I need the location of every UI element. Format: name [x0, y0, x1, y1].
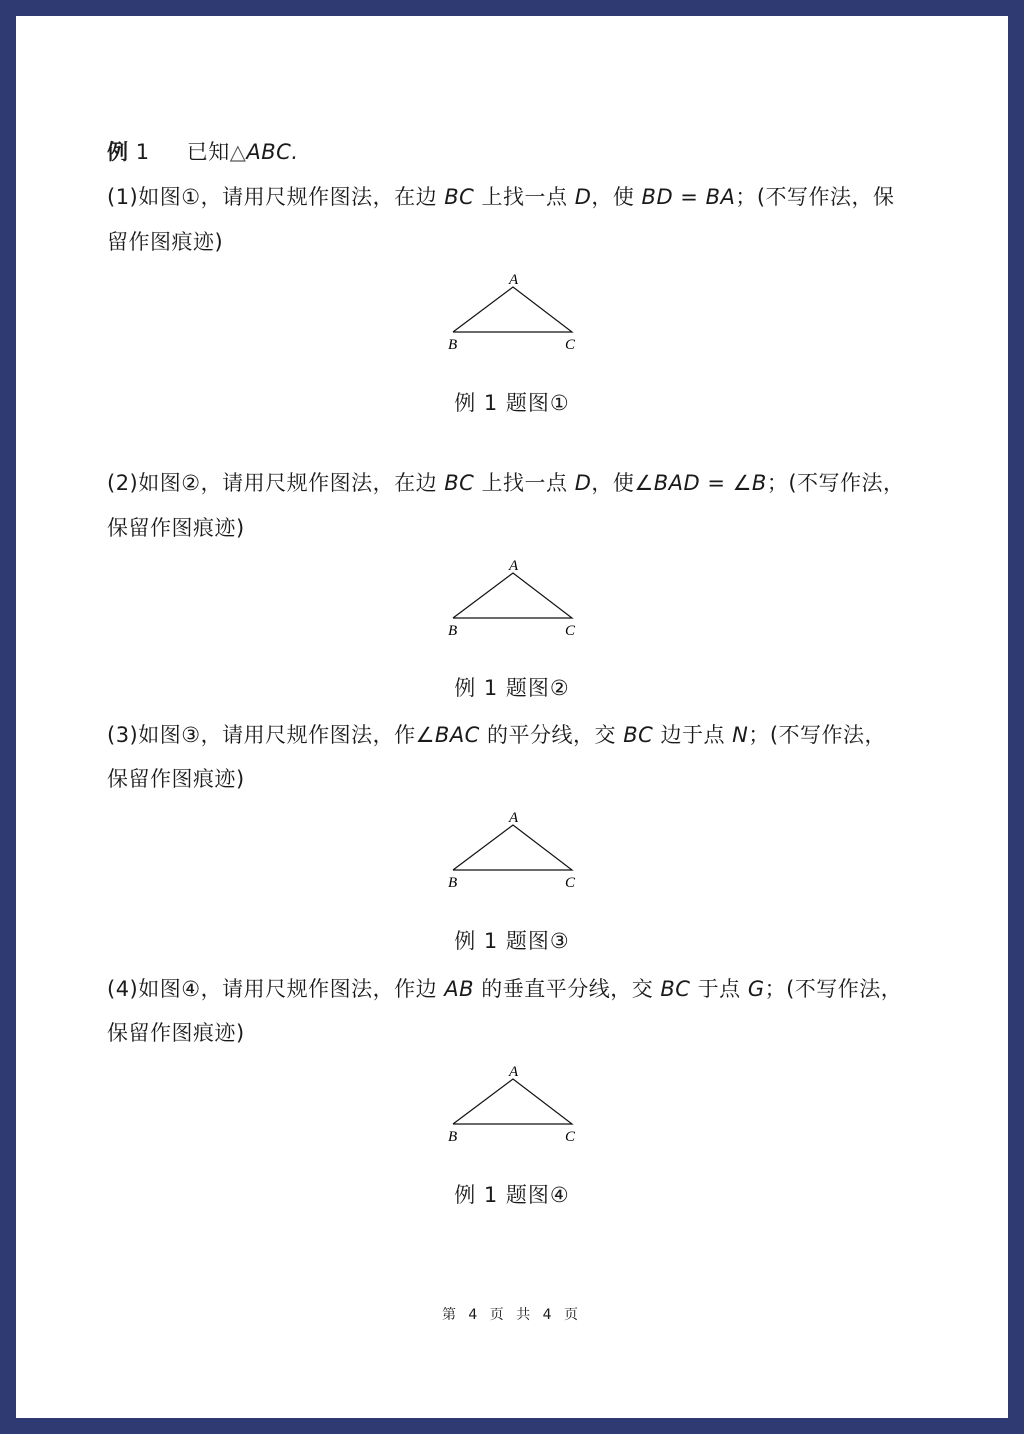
text: (3)如图③，请用尺规作图法，作∠ — [107, 723, 435, 747]
vertex-b-label: B — [448, 875, 458, 890]
vertex-c-label: C — [565, 875, 576, 890]
document-page — [16, 16, 1008, 1418]
text: ，使∠ — [591, 471, 654, 495]
text: 的平分线，交 — [479, 723, 624, 747]
triangle-figure-1 — [436, 272, 596, 352]
part-1-line-2: 留作图痕迹) — [107, 230, 224, 254]
vertex-b-label: B — [448, 623, 458, 638]
example-label: 例 — [107, 140, 129, 164]
math: BC — [444, 471, 475, 495]
math: B — [751, 471, 767, 495]
math: G — [747, 977, 765, 1001]
math: BC — [623, 723, 654, 747]
triangle-symbol: △ — [229, 140, 247, 164]
math: N — [732, 723, 749, 747]
figure-2-caption: 例 1 题图② — [454, 676, 570, 700]
vertex-a-label: A — [509, 558, 519, 574]
text: 上找一点 — [474, 185, 575, 209]
math: AB — [444, 977, 475, 1001]
intro-prefix: 已知 — [186, 140, 230, 164]
part-3-line-2: 保留作图痕迹) — [107, 767, 245, 791]
part-2-line-1 — [107, 469, 905, 497]
part-2-line-2: 保留作图痕迹) — [107, 516, 245, 540]
text: (2)如图②，请用尺规作图法，在边 — [107, 471, 445, 495]
text: ；(不写作法， — [764, 977, 903, 1001]
text: ；(不写作法，保 — [735, 185, 895, 209]
math: BA — [705, 185, 736, 209]
vertex-c-label: C — [565, 1129, 576, 1144]
text: ；(不写作法， — [748, 723, 887, 747]
vertex-c-label: C — [565, 337, 576, 352]
vertex-a-label: A — [509, 272, 519, 288]
math: BD — [641, 185, 674, 209]
part-4-line-1 — [107, 975, 902, 1003]
vertex-b-label: B — [448, 1129, 458, 1144]
text: 于点 — [690, 977, 748, 1001]
vertex-a-label: A — [509, 1064, 519, 1080]
triangle-figure-3 — [436, 810, 596, 890]
part-1-line-1 — [107, 183, 895, 211]
triangle-figure-4 — [436, 1064, 596, 1144]
math: D — [574, 185, 592, 209]
text: 上找一点 — [474, 471, 575, 495]
intro-math: ABC. — [246, 140, 299, 164]
text: = ∠ — [700, 471, 752, 495]
figure-1-caption: 例 1 题图① — [454, 391, 570, 415]
text: (1)如图①，请用尺规作图法，在边 — [107, 185, 445, 209]
math: BC — [444, 185, 475, 209]
figure-4-caption: 例 1 题图④ — [454, 1183, 570, 1207]
part-4-line-2: 保留作图痕迹) — [107, 1021, 245, 1045]
math: BAD — [653, 471, 701, 495]
math: BAC — [434, 723, 480, 747]
figure-3-caption: 例 1 题图③ — [454, 929, 570, 953]
text: ；(不写作法， — [766, 471, 905, 495]
vertex-b-label: B — [448, 337, 458, 352]
page-footer: 第 4 页 共 4 页 — [441, 1307, 583, 1323]
math: D — [574, 471, 592, 495]
triangle-figure-2 — [436, 558, 596, 638]
text: = — [673, 185, 706, 209]
vertex-c-label: C — [565, 623, 576, 638]
text: 的垂直平分线，交 — [474, 977, 661, 1001]
vertex-a-label: A — [509, 810, 519, 826]
example-number: 1 — [135, 140, 150, 164]
text: (4)如图④，请用尺规作图法，作边 — [107, 977, 445, 1001]
text: 边于点 — [653, 723, 733, 747]
part-3-line-1 — [107, 721, 886, 749]
text: ，使 — [591, 185, 642, 209]
math: BC — [660, 977, 691, 1001]
example-heading — [107, 138, 299, 166]
